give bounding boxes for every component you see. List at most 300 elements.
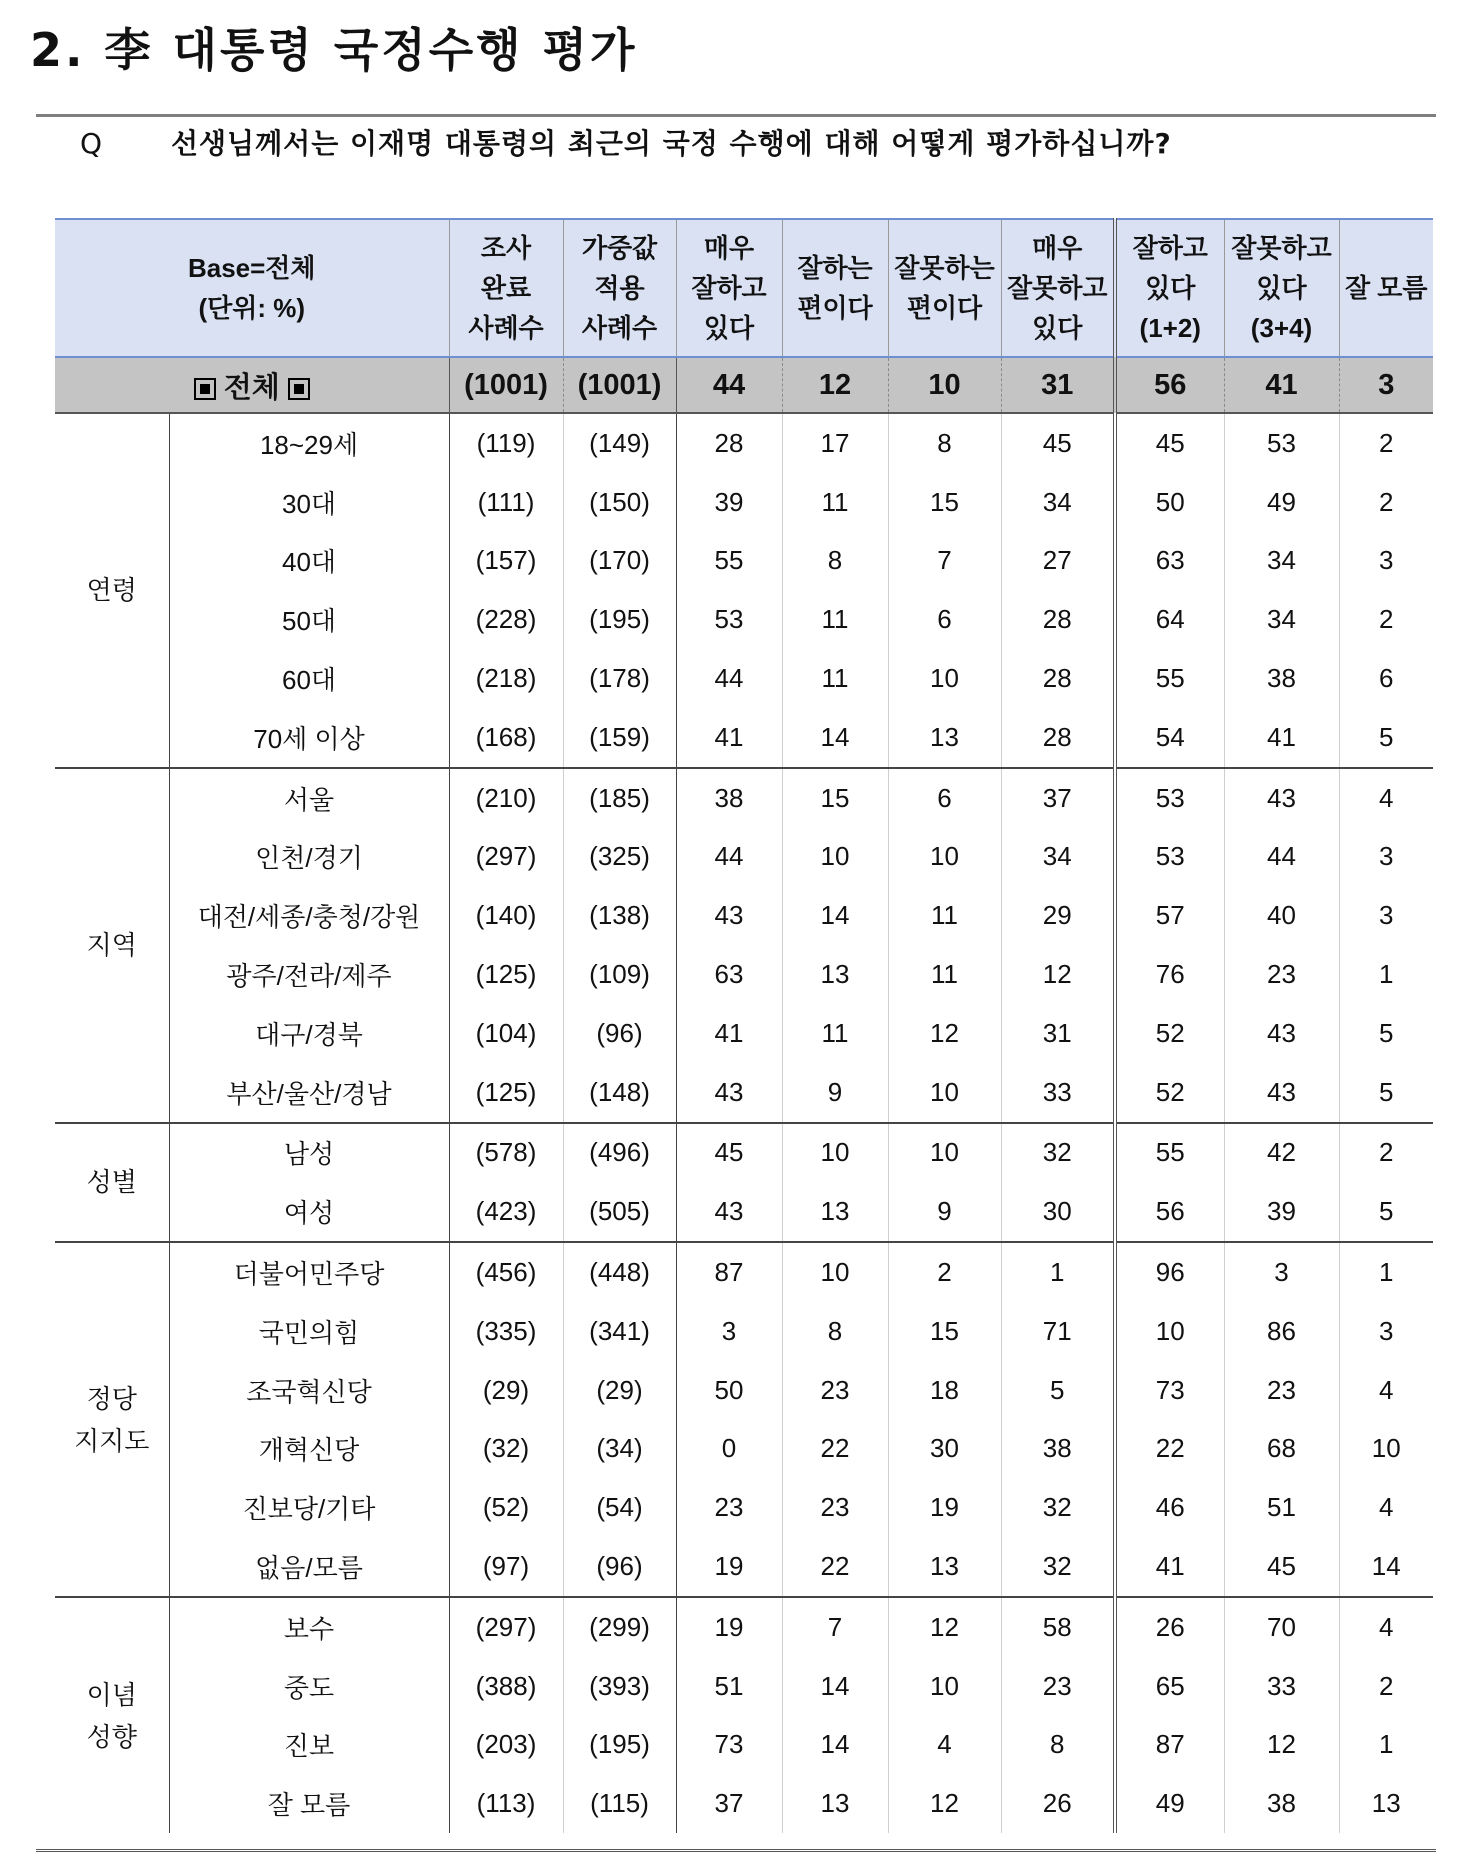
row-label: 70세 이상 [169,708,449,768]
data-cell: 43 [676,1063,782,1123]
question-mark: Q [80,127,103,160]
data-cell: 3 [1379,900,1394,931]
data-cell: (29) [449,1361,563,1420]
data-cell: 32 [1001,1123,1115,1183]
data-cell: (325) [563,828,676,887]
data-cell: 10 [888,1657,1001,1716]
table-row [55,1063,1433,1123]
data-cell: 10 [1115,1302,1224,1361]
data-cell: 10 [782,828,888,887]
table-bottom-border [36,1849,1436,1852]
data-cell: (119) [449,413,563,473]
question-divider [36,114,1436,117]
data-cell: (170) [563,532,676,591]
data-cell: (96) [563,1004,676,1063]
data-cell: 44 [676,649,782,708]
group-label: 이념 성향 [55,1597,169,1833]
data-cell: 11 [782,1004,888,1063]
total-cell: 10 [888,357,1001,413]
data-cell: (578) [449,1123,563,1183]
data-cell: 76 [1115,945,1224,1004]
col-header: 잘하고 있다 (1+2) [1115,219,1224,357]
data-cell: (335) [449,1302,563,1361]
data-cell: 10 [888,1123,1001,1183]
group-label: 정당 지지도 [55,1242,169,1597]
data-cell: 33 [1001,1063,1115,1123]
data-cell: (185) [563,768,676,828]
total-row [55,357,1433,413]
data-cell: 10 [888,649,1001,708]
data-cell: 96 [1115,1242,1224,1302]
col-header: 잘하는 편이다 [782,219,888,357]
total-cell: (1001) [449,357,563,413]
table-row [55,886,1433,945]
row-label: 서울 [169,768,449,828]
data-cell: 38 [676,768,782,828]
data-cell: 15 [888,1302,1001,1361]
data-cell: 31 [1001,1004,1115,1063]
data-cell: (195) [563,590,676,649]
question [80,122,1172,162]
data-cell: 0 [676,1420,782,1479]
col-header: 조사 완료 사례수 [449,219,563,357]
data-cell: 2 [888,1242,1001,1302]
data-cell: 50 [1115,473,1224,532]
data-cell: 38 [1224,1774,1339,1833]
data-cell: 4 [888,1716,1001,1775]
data-cell: 38 [1224,649,1339,708]
total-label: 전체 [55,357,449,413]
row-label: 부산/울산/경남 [169,1063,449,1123]
data-cell: 2 [1379,1670,1394,1701]
table-row [55,473,1433,532]
data-cell: 14 [782,1657,888,1716]
data-cell: 2 [1379,486,1394,517]
data-cell: 23 [782,1478,888,1537]
data-cell: 2 [1379,427,1394,458]
data-cell: 49 [1115,1774,1224,1833]
row-label: 국민의힘 [169,1302,449,1361]
data-cell: 42 [1224,1123,1339,1183]
data-cell: 22 [782,1420,888,1479]
table-row [55,1361,1433,1420]
data-cell: (218) [449,649,563,708]
row-label: 보수 [169,1597,449,1657]
data-cell: 39 [676,473,782,532]
data-cell: 23 [1224,1361,1339,1420]
total-cell: 41 [1224,357,1339,413]
data-cell: 28 [1001,649,1115,708]
data-cell: 2 [1379,604,1394,635]
data-cell: 28 [1001,708,1115,768]
data-cell: 45 [1001,413,1115,473]
data-cell: (388) [449,1657,563,1716]
table-row [55,1774,1433,1833]
data-cell: (393) [563,1657,676,1716]
data-cell: 56 [1115,1182,1224,1242]
data-cell: 5 [1001,1361,1115,1420]
data-cell: 34 [1224,590,1339,649]
data-cell: 86 [1224,1302,1339,1361]
data-cell: (149) [563,413,676,473]
row-label: 여성 [169,1182,449,1242]
data-cell: 3 [676,1302,782,1361]
data-cell: 26 [1115,1597,1224,1657]
unit-label: (단위: %) [198,293,306,323]
data-cell: 10 [888,1063,1001,1123]
data-cell: 6 [888,768,1001,828]
row-label: 인천/경기 [169,828,449,887]
row-label: 18~29세 [169,413,449,473]
data-cell: 22 [782,1537,888,1597]
data-cell: 10 [1371,1433,1401,1464]
data-cell: (104) [449,1004,563,1063]
group-label: 성별 [55,1123,169,1243]
table-row [55,1716,1433,1775]
data-cell: (203) [449,1716,563,1775]
data-cell: 7 [888,532,1001,591]
data-cell: (97) [449,1537,563,1597]
data-cell: (299) [563,1597,676,1657]
table-row [55,1004,1433,1063]
row-label: 잘 모름 [169,1774,449,1833]
data-cell: 3 [1224,1242,1339,1302]
data-cell: 3 [1379,841,1394,872]
data-cell: 23 [1224,945,1339,1004]
data-cell: 2 [1339,1123,1433,1183]
data-cell: 14 [782,886,888,945]
data-cell: (423) [449,1182,563,1242]
table-row [55,1420,1433,1479]
results-table [55,218,1433,1833]
data-cell: 10 [782,1242,888,1302]
table-row [55,1657,1433,1716]
data-cell: 38 [1001,1420,1115,1479]
data-cell: 19 [888,1478,1001,1537]
page-title: 2. 李 대통령 국정수행 평가 [30,23,638,77]
data-cell: 55 [1115,649,1224,708]
total-cell: 12 [782,357,888,413]
data-cell: 8 [1001,1716,1115,1775]
data-cell: 13 [782,1182,888,1242]
data-cell: 53 [1115,828,1224,887]
row-label: 더불어민주당 [169,1242,449,1302]
data-cell: (115) [563,1774,676,1833]
data-cell: 32 [1001,1478,1115,1537]
table-row [55,768,1433,828]
data-cell: 63 [1115,532,1224,591]
total-cell: 3 [1339,357,1433,413]
data-cell: 28 [676,413,782,473]
data-cell: 49 [1224,473,1339,532]
data-cell: (195) [563,1716,676,1775]
row-label: 진보 [169,1716,449,1775]
data-cell: 55 [1115,1123,1224,1183]
data-cell: 17 [782,413,888,473]
base-header [55,219,449,357]
data-cell: 71 [1001,1302,1115,1361]
data-cell: 43 [676,1182,782,1242]
data-cell: 3 [1379,1315,1394,1346]
data-cell: (125) [449,1063,563,1123]
data-cell: 54 [1115,708,1224,768]
data-cell: 4 [1339,768,1433,828]
data-cell: 53 [676,590,782,649]
data-cell: 55 [676,532,782,591]
data-cell: 53 [1224,413,1339,473]
data-cell: 14 [1371,1551,1401,1582]
data-cell: (496) [563,1123,676,1183]
data-cell: 39 [1224,1182,1339,1242]
data-cell: 53 [1115,768,1224,828]
data-cell: 33 [1224,1657,1339,1716]
data-cell: (96) [563,1537,676,1597]
table-row [55,1537,1433,1597]
data-cell: (228) [449,590,563,649]
data-cell: 43 [1224,768,1339,828]
data-cell: 12 [888,1774,1001,1833]
col-header: 매우 잘하고 있다 [676,219,782,357]
data-cell: 14 [782,708,888,768]
data-cell: 43 [676,886,782,945]
total-cell: 56 [1115,357,1224,413]
data-cell: 1 [1001,1242,1115,1302]
data-cell: 22 [1115,1420,1224,1479]
data-cell: 5 [1379,1196,1394,1227]
data-cell: 32 [1001,1537,1115,1597]
data-cell: 73 [1115,1361,1224,1420]
data-cell: 37 [676,1774,782,1833]
row-label: 60대 [169,649,449,708]
data-cell: 1 [1339,1242,1433,1302]
data-cell: 51 [676,1657,782,1716]
question-text: 선생님께서는 이재명 대통령의 최근의 국정 수행에 대해 어떻게 평가하십니까? [170,127,1172,160]
table-row [55,1302,1433,1361]
data-cell: 10 [782,1123,888,1183]
data-cell: 68 [1224,1420,1339,1479]
header-row [55,219,1433,357]
data-cell: 1 [1379,959,1394,990]
data-cell: 57 [1115,886,1224,945]
data-cell: (157) [449,532,563,591]
data-cell: 45 [676,1123,782,1183]
data-cell: 4 [1379,1374,1394,1405]
data-cell: 13 [888,708,1001,768]
total-cell: 31 [1001,357,1115,413]
data-cell: 41 [1115,1537,1224,1597]
data-cell: 46 [1115,1478,1224,1537]
data-cell: 23 [782,1361,888,1420]
data-cell: 15 [888,473,1001,532]
data-cell: (32) [449,1420,563,1479]
data-cell: 5 [1379,721,1394,752]
data-cell: 29 [1001,886,1115,945]
data-cell: 30 [888,1420,1001,1479]
data-cell: 44 [676,828,782,887]
data-cell: 28 [1001,590,1115,649]
data-cell: (448) [563,1242,676,1302]
col-header: 잘못하는 편이다 [888,219,1001,357]
table-row [55,708,1433,768]
data-cell: 43 [1224,1063,1339,1123]
data-cell: 30 [1001,1182,1115,1242]
data-cell: 3 [1379,545,1394,576]
data-cell: 15 [782,768,888,828]
data-cell: 65 [1115,1657,1224,1716]
data-cell: (138) [563,886,676,945]
data-cell: 41 [1224,708,1339,768]
data-cell: 13 [782,945,888,1004]
data-cell: 50 [676,1361,782,1420]
data-cell: 41 [676,708,782,768]
row-label: 50대 [169,590,449,649]
data-cell: 37 [1001,768,1115,828]
data-cell: 45 [1115,413,1224,473]
data-cell: 11 [782,590,888,649]
data-cell: 12 [1001,945,1115,1004]
data-cell: 7 [782,1597,888,1657]
data-cell: (54) [563,1478,676,1537]
data-cell: 11 [782,473,888,532]
table-row [55,828,1433,887]
row-label: 진보당/기타 [169,1478,449,1537]
table-row [55,590,1433,649]
data-cell: (456) [449,1242,563,1302]
data-cell: 44 [1224,828,1339,887]
row-label: 30대 [169,473,449,532]
data-cell: 73 [676,1716,782,1775]
data-cell: 34 [1224,532,1339,591]
data-cell: 34 [1001,828,1115,887]
data-cell: 1 [1379,1729,1394,1760]
data-cell: 52 [1115,1004,1224,1063]
row-label: 대전/세종/충청/강원 [169,886,449,945]
data-cell: (341) [563,1302,676,1361]
data-cell: 4 [1339,1597,1433,1657]
data-cell: 13 [888,1537,1001,1597]
data-cell: (150) [563,473,676,532]
table-row [55,1478,1433,1537]
row-label: 조국혁신당 [169,1361,449,1420]
col-header: 잘못하고 있다 (3+4) [1224,219,1339,357]
data-cell: 5 [1379,1017,1394,1048]
row-label: 개혁신당 [169,1420,449,1479]
data-cell: 8 [782,1302,888,1361]
total-cell: (1001) [563,357,676,413]
group-label: 지역 [55,768,169,1123]
data-cell: 45 [1224,1537,1339,1597]
data-cell: 14 [782,1716,888,1775]
data-cell: (178) [563,649,676,708]
row-label: 광주/전라/제주 [169,945,449,1004]
data-cell: 34 [1001,473,1115,532]
data-cell: 13 [1371,1788,1401,1819]
data-cell: 12 [1224,1716,1339,1775]
data-cell: 64 [1115,590,1224,649]
data-cell: (297) [449,828,563,887]
data-cell: 4 [1379,1492,1394,1523]
col-header: 매우 잘못하고 있다 [1001,219,1115,357]
data-cell: 51 [1224,1478,1339,1537]
box-icon [288,378,310,400]
table-row [55,1597,1433,1657]
data-cell: 19 [676,1537,782,1597]
table-row [55,413,1433,473]
data-cell: 10 [888,828,1001,887]
row-label: 없음/모름 [169,1537,449,1597]
data-cell: (52) [449,1478,563,1537]
data-cell: 43 [1224,1004,1339,1063]
data-cell: (140) [449,886,563,945]
data-cell: 63 [676,945,782,1004]
data-cell: (505) [563,1182,676,1242]
data-cell: 52 [1115,1063,1224,1123]
data-cell: 41 [676,1004,782,1063]
data-cell: 40 [1224,886,1339,945]
data-cell: 6 [1379,663,1394,694]
data-cell: (148) [563,1063,676,1123]
col-header: 잘 모름 [1339,219,1433,357]
data-cell: 11 [782,649,888,708]
data-cell: 11 [888,945,1001,1004]
data-cell: (34) [563,1420,676,1479]
data-cell: 12 [888,1004,1001,1063]
data-cell: 19 [676,1597,782,1657]
data-cell: 9 [888,1182,1001,1242]
data-cell: 58 [1001,1597,1115,1657]
data-cell: (210) [449,768,563,828]
data-cell: 18 [888,1361,1001,1420]
data-cell: 11 [888,886,1001,945]
base-label: Base=전체 [187,253,316,283]
table-row [55,945,1433,1004]
table-row [55,1182,1433,1242]
table-row [55,1123,1433,1183]
table-row [55,649,1433,708]
data-cell: 8 [782,532,888,591]
data-cell: (113) [449,1774,563,1833]
row-label: 중도 [169,1657,449,1716]
data-cell: (111) [449,473,563,532]
data-cell: 87 [676,1242,782,1302]
data-cell: 8 [888,413,1001,473]
data-cell: (109) [563,945,676,1004]
data-cell: 23 [1001,1657,1115,1716]
data-cell: (125) [449,945,563,1004]
table-row [55,1242,1433,1302]
data-cell: (297) [449,1597,563,1657]
data-cell: 12 [888,1597,1001,1657]
data-cell: 6 [888,590,1001,649]
total-cell: 44 [676,357,782,413]
data-cell: 70 [1224,1597,1339,1657]
col-header: 가중값 적용 사례수 [563,219,676,357]
data-cell: (168) [449,708,563,768]
data-cell: 26 [1001,1774,1115,1833]
row-label: 40대 [169,532,449,591]
data-cell: (29) [563,1361,676,1420]
data-cell: 5 [1379,1076,1394,1107]
data-cell: 27 [1001,532,1115,591]
table-row [55,532,1433,591]
data-cell: 87 [1115,1716,1224,1775]
row-label: 남성 [169,1123,449,1183]
data-cell: 9 [782,1063,888,1123]
data-cell: 23 [676,1478,782,1537]
data-cell: 13 [782,1774,888,1833]
box-icon [194,378,216,400]
data-cell: (159) [563,708,676,768]
